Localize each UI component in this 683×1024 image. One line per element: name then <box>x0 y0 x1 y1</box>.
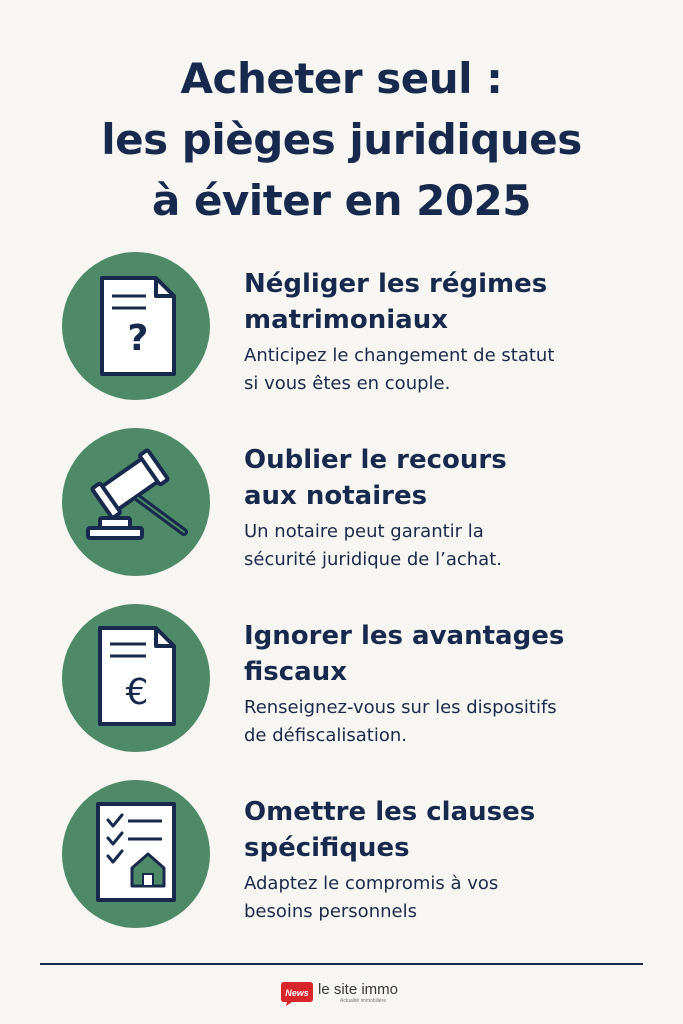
icon-circle <box>62 428 210 576</box>
icon-circle <box>62 252 210 400</box>
heading-line: Négliger les régimes <box>244 269 548 299</box>
pitfall-item-matrimonial <box>0 252 683 412</box>
heading-line: aux notaires <box>244 481 428 511</box>
desc-line: sécurité juridique de l’achat. <box>244 549 502 570</box>
icon-circle <box>62 604 210 752</box>
gavel-icon <box>62 428 210 576</box>
title-line-1: Acheter seul : <box>180 54 503 103</box>
desc-line: si vous êtes en couple. <box>244 373 451 394</box>
desc-line: Renseignez-vous sur les dispositifs <box>244 697 557 718</box>
checklist-house-icon <box>62 780 210 928</box>
item-heading <box>244 266 644 338</box>
brand-name: le site immo <box>318 981 399 998</box>
lesiteimmo-logo[interactable] <box>280 978 398 1008</box>
pitfall-item-fiscal <box>0 604 683 764</box>
pitfall-item-clauses <box>0 780 683 940</box>
heading-line: fiscaux <box>244 657 347 687</box>
pitfall-item-notaires <box>0 428 683 588</box>
heading-line: matrimoniaux <box>244 305 449 335</box>
title-line-2: les pièges juridiques <box>101 115 582 164</box>
desc-line: Adaptez le compromis à vos <box>244 873 499 894</box>
heading-line: Omettre les clauses <box>244 797 536 827</box>
title-line-3: à éviter en 2025 <box>151 176 532 225</box>
desc-line: besoins personnels <box>244 901 417 922</box>
brand-tagline: Actualité immobilière <box>340 998 387 1004</box>
svg-text:€: € <box>125 672 149 713</box>
page-title <box>0 48 683 231</box>
item-description <box>244 518 644 574</box>
heading-line: Oublier le recours <box>244 445 507 475</box>
news-badge <box>280 980 314 1006</box>
item-heading <box>244 794 644 866</box>
brand <box>318 982 398 1004</box>
desc-line: Anticipez le changement de statut <box>244 345 555 366</box>
item-description <box>244 694 644 750</box>
news-badge-text: News <box>285 988 309 998</box>
item-description <box>244 870 644 926</box>
desc-line: Un notaire peut garantir la <box>244 521 484 542</box>
desc-line: de défiscalisation. <box>244 725 407 746</box>
heading-line: Ignorer les avantages <box>244 621 565 651</box>
document-euro-icon <box>62 604 210 752</box>
footer-divider <box>40 963 643 965</box>
document-question-icon <box>62 252 210 400</box>
heading-line: spécifiques <box>244 833 410 863</box>
svg-text:?: ? <box>127 318 149 359</box>
item-heading <box>244 618 644 690</box>
icon-circle <box>62 780 210 928</box>
item-heading <box>244 442 644 514</box>
item-description <box>244 342 644 398</box>
